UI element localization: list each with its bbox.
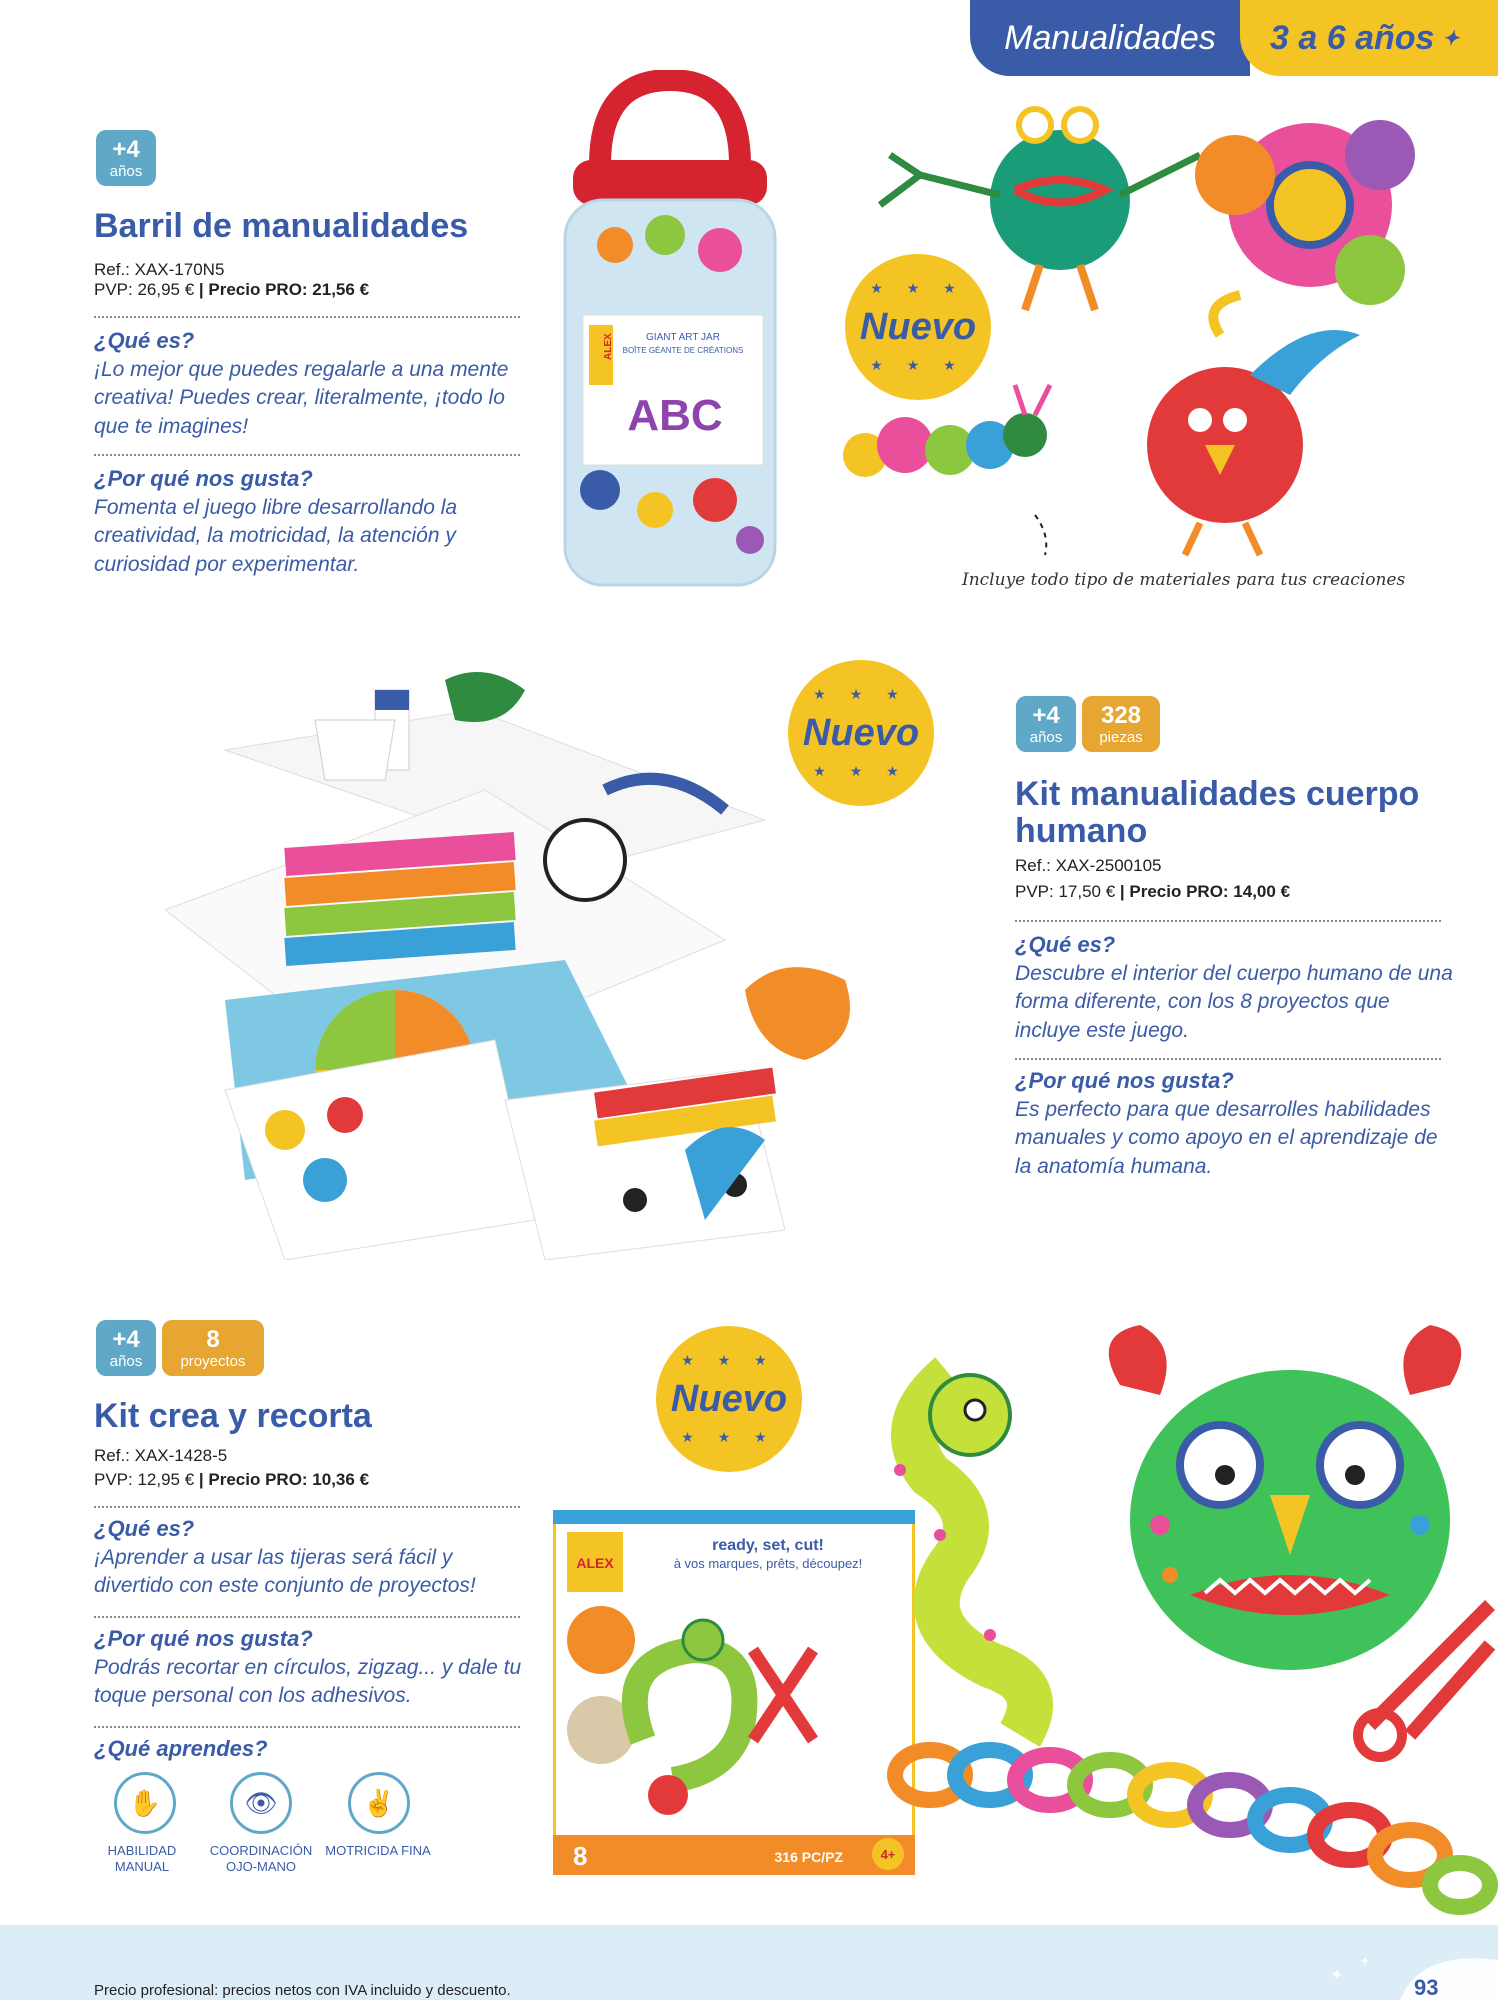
answer-text: Descubre el interior del cuerpo humano de una forma diferente, con los 8 proyectos que incluye este juego.	[1015, 962, 1453, 1042]
stars-icon: ★ ★ ★	[870, 280, 966, 296]
question-heading: ¿Por qué nos gusta?	[94, 466, 313, 491]
stars-icon: ★ ★ ★	[870, 357, 966, 373]
pvp-price: PVP: 17,50 €	[1015, 882, 1120, 901]
age-badge	[96, 130, 156, 186]
learn-label: HABILIDAD MANUAL	[107, 1843, 177, 1874]
stars-icon: ★ ★ ★	[681, 1352, 777, 1368]
age-badge-unit: años	[109, 162, 143, 180]
new-seal	[788, 660, 934, 806]
pro-price: | Precio PRO: 21,56 €	[198, 280, 370, 299]
pro-price: | Precio PRO: 14,00 €	[1119, 882, 1291, 901]
divider	[1015, 1058, 1441, 1060]
stars-decoration	[1290, 1940, 1498, 2000]
cut-kit-box-image	[553, 1510, 915, 1875]
age-badge-unit: años	[1029, 728, 1063, 746]
pvp-price: PVP: 12,95 €	[94, 1470, 199, 1489]
pompom-creatures-image	[840, 95, 1470, 565]
sparkle-icon: ✦	[1442, 27, 1460, 50]
pieces-badge-unit: piezas	[1099, 728, 1143, 746]
pro-price: | Precio PRO: 10,36 €	[198, 1470, 370, 1489]
box-abc: ABC	[627, 391, 723, 440]
answer-text: Podrás recortar en círculos, zigzag... y dale tu toque personal con los adhesivos.	[94, 1656, 522, 1708]
age-badge-value: +4	[112, 135, 140, 163]
answer-text: ¡Lo mejor que puedes regalarle a una mente creativa! Puedes crear, literalmente, ¡todo lo que te imagines!	[94, 358, 509, 438]
product-title: Barril de manualidades	[94, 207, 469, 245]
product-price	[1015, 882, 1290, 902]
question-heading: ¿Qué es?	[1015, 932, 1116, 957]
category-tab	[970, 0, 1250, 76]
product-title: Kit crea y recorta	[94, 1397, 372, 1435]
age-badge-unit: años	[109, 1352, 143, 1370]
learn-label: MOTRICIDA FINA	[325, 1843, 431, 1858]
age-badge	[1016, 696, 1076, 752]
answer-text: Fomenta el juego libre desarrollando la creatividad, la motricidad, la atención y curiosidad por experimentar.	[94, 496, 458, 576]
new-seal-label: Nuevo	[802, 711, 920, 754]
product-title: Kit manualidades cuerpo humano	[1015, 775, 1420, 850]
divider	[94, 1616, 520, 1618]
divider	[1015, 920, 1441, 922]
pvp-price: PVP: 26,95 €	[94, 280, 199, 299]
product-ref: Ref.: XAX-170N5	[94, 260, 225, 279]
craft-jar-image	[555, 70, 785, 595]
svg-text:✦: ✦	[1330, 1967, 1344, 1984]
pieces-badge	[1082, 696, 1160, 752]
new-seal	[656, 1326, 802, 1472]
age-tab	[1240, 0, 1498, 76]
box-line2: BOÎTE GÉANTE DE CRÉATIONS	[622, 346, 744, 355]
fine-motor-icon: ✌	[348, 1772, 410, 1834]
stars-icon: ★ ★ ★	[813, 763, 909, 779]
footer-note: Precio profesional: precios netos con IVA incluido y descuento.	[94, 1982, 511, 1999]
product-price	[94, 1470, 369, 1490]
age-badge-value: +4	[1032, 701, 1060, 729]
box-brand: ALEX	[603, 333, 614, 360]
box-cut-age: 4+	[880, 1847, 896, 1862]
hand-icon: ✋	[114, 1772, 176, 1834]
new-seal-label: Nuevo	[859, 305, 977, 348]
divider	[94, 316, 520, 318]
projects-badge-value: 8	[206, 1325, 220, 1353]
age-badge-value: +4	[112, 1325, 140, 1353]
projects-badge	[162, 1320, 264, 1376]
eye-icon: 👁	[230, 1772, 292, 1834]
question-heading: ¿Qué es?	[94, 1516, 195, 1541]
box-cut-title: ready, set, cut!	[712, 1537, 824, 1554]
paper-crafts-image	[870, 1305, 1498, 1920]
answer-text: Es perfecto para que desarrolles habilidades manuales y como apoyo en el aprendizaje de la anatomía humana.	[1015, 1098, 1438, 1178]
projects-badge-unit: proyectos	[180, 1352, 246, 1370]
question-heading: ¿Por qué nos gusta?	[1015, 1068, 1234, 1093]
product-price	[94, 280, 369, 300]
image-caption: Incluye todo tipo de materiales para tus creaciones	[962, 570, 1406, 590]
stars-icon: ★ ★ ★	[681, 1429, 777, 1445]
product-ref: Ref.: XAX-2500105	[1015, 856, 1162, 875]
age-range-label: 3 a 6 años	[1270, 18, 1435, 57]
new-seal-label: Nuevo	[670, 1377, 788, 1420]
svg-text:✦: ✦	[1360, 1954, 1371, 1968]
learn-label: COORDINACIÓN OJO-MANO	[209, 1843, 313, 1874]
question-heading: ¿Qué es?	[94, 328, 195, 353]
divider	[94, 1726, 520, 1728]
page-number: 93	[1414, 1975, 1439, 2000]
divider	[94, 454, 520, 456]
box-cut-pieces: 316 PC/PZ	[774, 1849, 843, 1865]
product-ref: Ref.: XAX-1428-5	[94, 1446, 228, 1465]
divider	[94, 1506, 520, 1508]
answer-text: ¡Aprender a usar las tijeras será fácil y divertido con este conjunto de proyectos!	[94, 1546, 476, 1598]
category-label: Manualidades	[1004, 18, 1216, 57]
box-line1: GIANT ART JAR	[646, 332, 720, 343]
box-cut-sub: à vos marques, prêts, découpez!	[673, 1556, 863, 1571]
box-brand: ALEX	[576, 1555, 614, 1571]
age-badge	[96, 1320, 156, 1376]
question-heading: ¿Qué aprendes?	[94, 1736, 268, 1761]
pieces-badge-value: 328	[1100, 701, 1142, 729]
stars-icon: ★ ★ ★	[813, 686, 909, 702]
question-heading: ¿Por qué nos gusta?	[94, 1626, 313, 1651]
box-cut-count: 8	[573, 1841, 588, 1871]
